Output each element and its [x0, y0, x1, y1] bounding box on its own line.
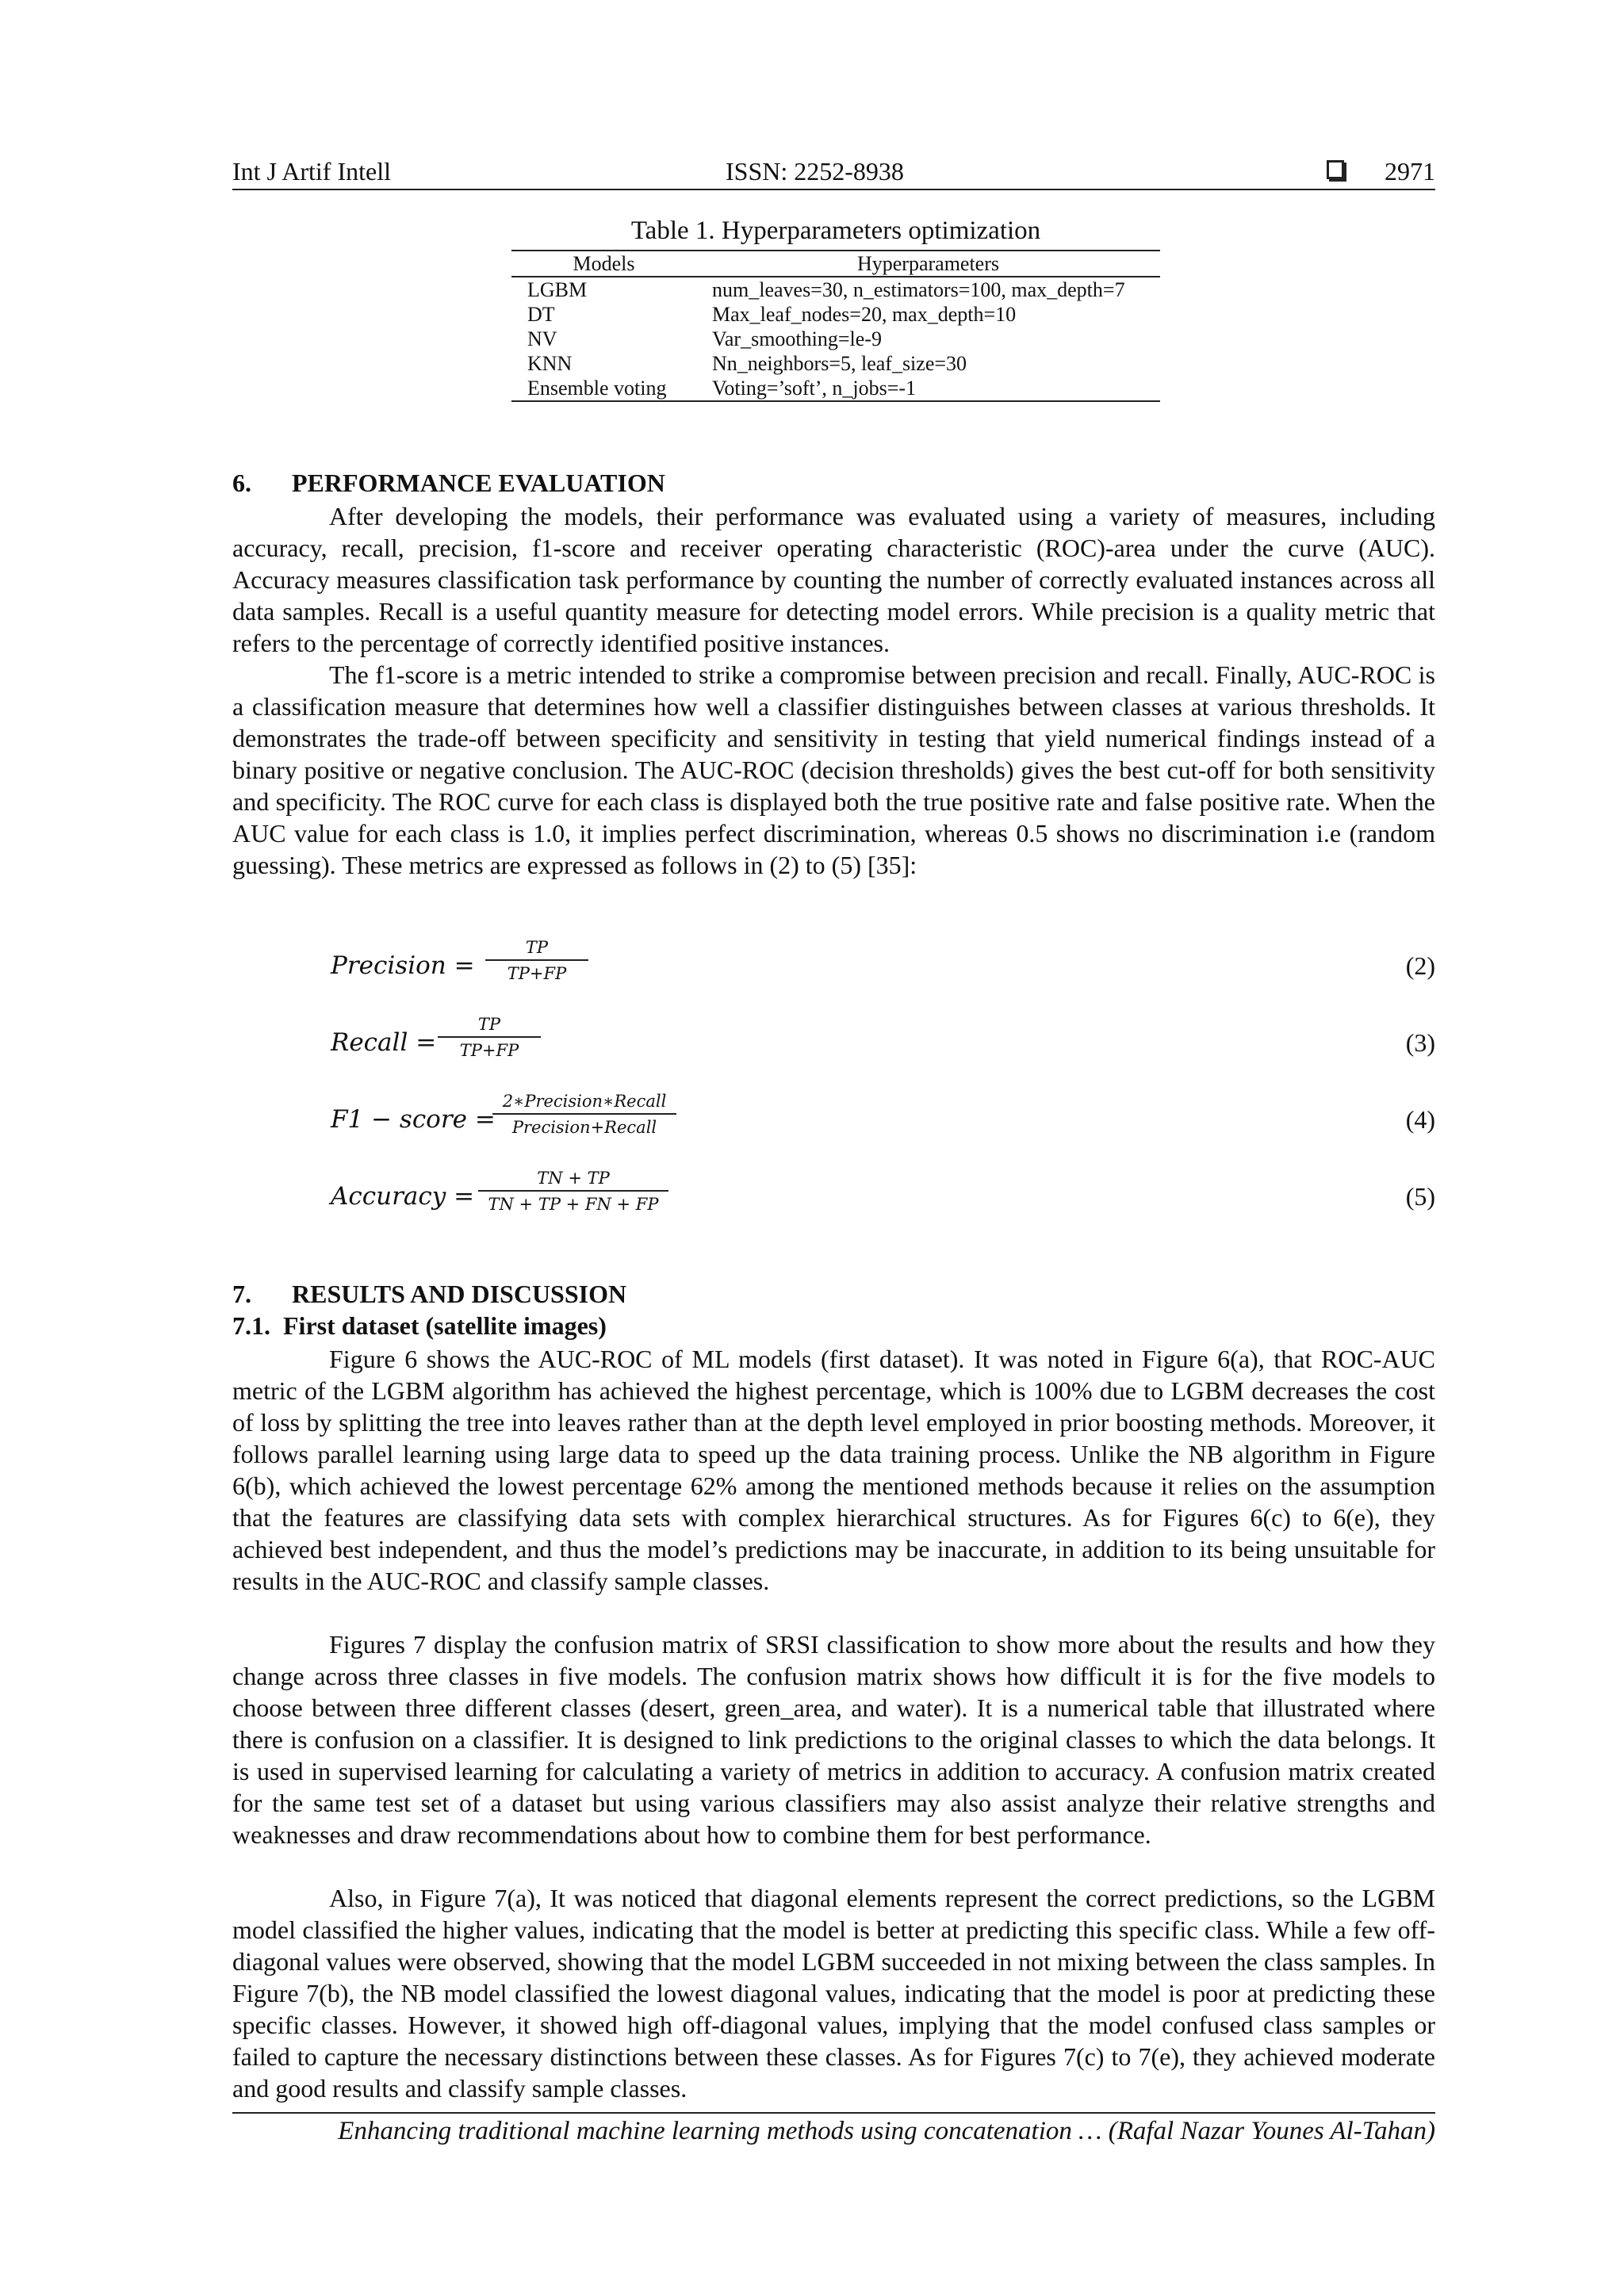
checkbox-square-icon	[1327, 160, 1344, 179]
section-6-heading	[232, 469, 665, 498]
equation-precision	[331, 936, 1435, 991]
subsection-7-1-heading	[232, 1311, 607, 1341]
section-7-paragraph-2	[232, 1628, 1435, 1850]
hyperparameter-cell: Max_leaf_nodes=20, max_depth=10	[712, 303, 1017, 326]
model-cell: KNN	[527, 352, 573, 375]
table-caption: Table 1. Hyperparameters optimization	[630, 216, 1041, 245]
hyperparameter-cell: Nn_neighbors=5, leaf_size=30	[712, 352, 967, 375]
numerator: TP	[525, 938, 549, 957]
section-6-paragraph-1	[232, 500, 1435, 659]
numerator: 2∗Precision∗Recall	[502, 1092, 667, 1111]
equation-fraction	[492, 1089, 676, 1138]
equation-fraction	[438, 1012, 541, 1062]
equation-lhs: Recall =	[331, 1028, 437, 1057]
table-row	[511, 376, 1160, 401]
model-cell: Ensemble voting	[511, 376, 696, 401]
hyperparameter-cell: Var_smoothing=le-9	[712, 327, 882, 350]
numerator: TP	[477, 1015, 501, 1034]
equation-lhs: Precision =	[331, 951, 475, 980]
paragraph-text: After developing the models, their performance was evaluated using a variety of measures, including accuracy, recall, precision, f1-score and receiver operating characteristic (ROC)-area under the curve (AUC). Accuracy measures classification task performance by counting the number of correctly evaluated instances across all data samples. Recall is a useful quantity measure for detecting model errors. While precision is a quality metric that refers to the percentage of correctly identified positive instances.	[232, 502, 1435, 657]
denominator: Precision+Recall	[492, 1113, 676, 1138]
equation-number: (5)	[1405, 1182, 1435, 1211]
section-number: 6.	[232, 469, 251, 497]
subsection-title: First dataset (satellite images)	[283, 1311, 607, 1340]
section-title: RESULTS AND DISCUSSION	[292, 1280, 627, 1308]
numerator: TN + TP	[537, 1169, 610, 1188]
footer-citation: Enhancing traditional machine learning methods using concatenation … (Rafal Nazar Younes Al-Tahan)	[338, 2117, 1435, 2145]
section-7-heading	[232, 1280, 626, 1309]
hyperparameter-cell: Voting=’soft’, n_jobs=-1	[696, 376, 1160, 401]
table-row	[511, 277, 1160, 302]
equation-lhs: Accuracy =	[331, 1182, 475, 1211]
denominator: TP+FP	[438, 1036, 541, 1062]
table-header-models: Models	[511, 251, 696, 277]
equation-number: (2)	[1405, 951, 1435, 980]
equation-lhs: F1 − score =	[331, 1105, 496, 1134]
paragraph-text: Also, in Figure 7(a), It was noticed that diagonal elements represent the correct predictions, so the LGBM model classified the higher values, indicating that the model is better at predicting this specific class. While a few off-diagonal values were observed, showing that the model LGBM succeeded in not mixing between the class samples. In Figure 7(b), the NB model classified the lowest diagonal values, indicating that the model is poor at predicting these specific classes. However, it showed high off-diagonal values, implying that the model confused class samples or failed to capture the necessary distinctions between these classes. As for Figures 7(c) to 7(e), they achieved moderate and good results and classify sample classes.	[232, 1884, 1435, 2103]
equation-fraction	[478, 1166, 668, 1215]
paragraph-text: Figures 7 display the confusion matrix of SRSI classification to show more about the results and how they change across three classes in five models. The confusion matrix shows how difficult it is for the five models to choose between three different classes (desert, green_area, and water). It is a numerical table that illustrated where there is confusion on a classifier. It is designed to link predictions to the original classes to which the data belongs. It is used in supervised learning for calculating a variety of metrics in addition to accuracy. A confusion matrix created for the same test set of a dataset but using various classifiers may also assist analyze their relative strengths and weaknesses and draw recommendations about how to combine them for best performance.	[232, 1630, 1435, 1849]
model-cell: LGBM	[527, 278, 588, 301]
table-row	[511, 327, 1160, 351]
table-row	[511, 351, 1160, 376]
section-7-paragraph-1	[232, 1343, 1435, 1597]
denominator: TN + TP + FN + FP	[478, 1190, 668, 1215]
section-7-paragraph-3	[232, 1882, 1435, 2104]
issn: ISSN: 2252-8938	[726, 157, 904, 186]
running-header	[232, 154, 1435, 190]
table-row	[511, 302, 1160, 327]
equation-recall	[331, 1012, 1435, 1068]
subsection-number: 7.1.	[232, 1311, 270, 1340]
model-cell: NV	[527, 327, 557, 350]
equation-number: (3)	[1405, 1028, 1435, 1057]
equation-number: (4)	[1405, 1105, 1435, 1134]
hyperparameters-table	[511, 250, 1160, 402]
paragraph-text: Figure 6 shows the AUC-ROC of ML models (first dataset). It was noted in Figure 6(a), that ROC-AUC metric of the LGBM algorithm has achieved the highest percentage, which is 100% due to LGBM decreases the cost of loss by splitting the tree into leaves rather than at the depth level employed in prior boosting methods. Moreover, it follows parallel learning using large data to speed up the data training process. Unlike the NB algorithm in Figure 6(b), which achieved the lowest percentage 62% among the mentioned methods because it relies on the assumption that the features are classifying data sets with complex hierarchical structures. As for Figures 6(c) to 6(e), they achieved best independent, and thus the model’s predictions may be inaccurate, in addition to its being unsuitable for results in the AUC-ROC and classify sample classes.	[232, 1345, 1435, 1595]
table-header-hyperparameters: Hyperparameters	[696, 251, 1160, 277]
section-6-paragraph-2	[232, 659, 1435, 881]
page-number: 2971	[1385, 157, 1435, 186]
model-cell: DT	[527, 303, 555, 326]
denominator: TP+FP	[485, 959, 588, 985]
equation-f1-score	[331, 1089, 1435, 1145]
equation-accuracy	[331, 1166, 1435, 1222]
section-number: 7.	[232, 1280, 251, 1308]
running-footer	[232, 2112, 1435, 2146]
journal-name: Int J Artif Intell	[232, 157, 391, 186]
hyperparameter-cell: num_leaves=30, n_estimators=100, max_depth=7	[712, 278, 1125, 301]
section-title: PERFORMANCE EVALUATION	[292, 469, 665, 497]
equation-fraction	[485, 936, 588, 985]
paragraph-text: The f1-score is a metric intended to strike a compromise between precision and recall. Finally, AUC-ROC is a classification measure that determines how well a classifier distinguishes between classes at various thresholds. It demonstrates the trade-off between specificity and sensitivity in testing that yield numerical findings instead of a binary positive or negative conclusion. The AUC-ROC (decision thresholds) gives the best cut-off for both sensitivity and specificity. The ROC curve for each class is displayed both the true positive rate and false positive rate. When the AUC value for each class is 1.0, it implies perfect discrimination, whereas 0.5 shows no discrimination i.e (random guessing). These metrics are expressed as follows in (2) to (5) [35]:	[232, 660, 1435, 879]
